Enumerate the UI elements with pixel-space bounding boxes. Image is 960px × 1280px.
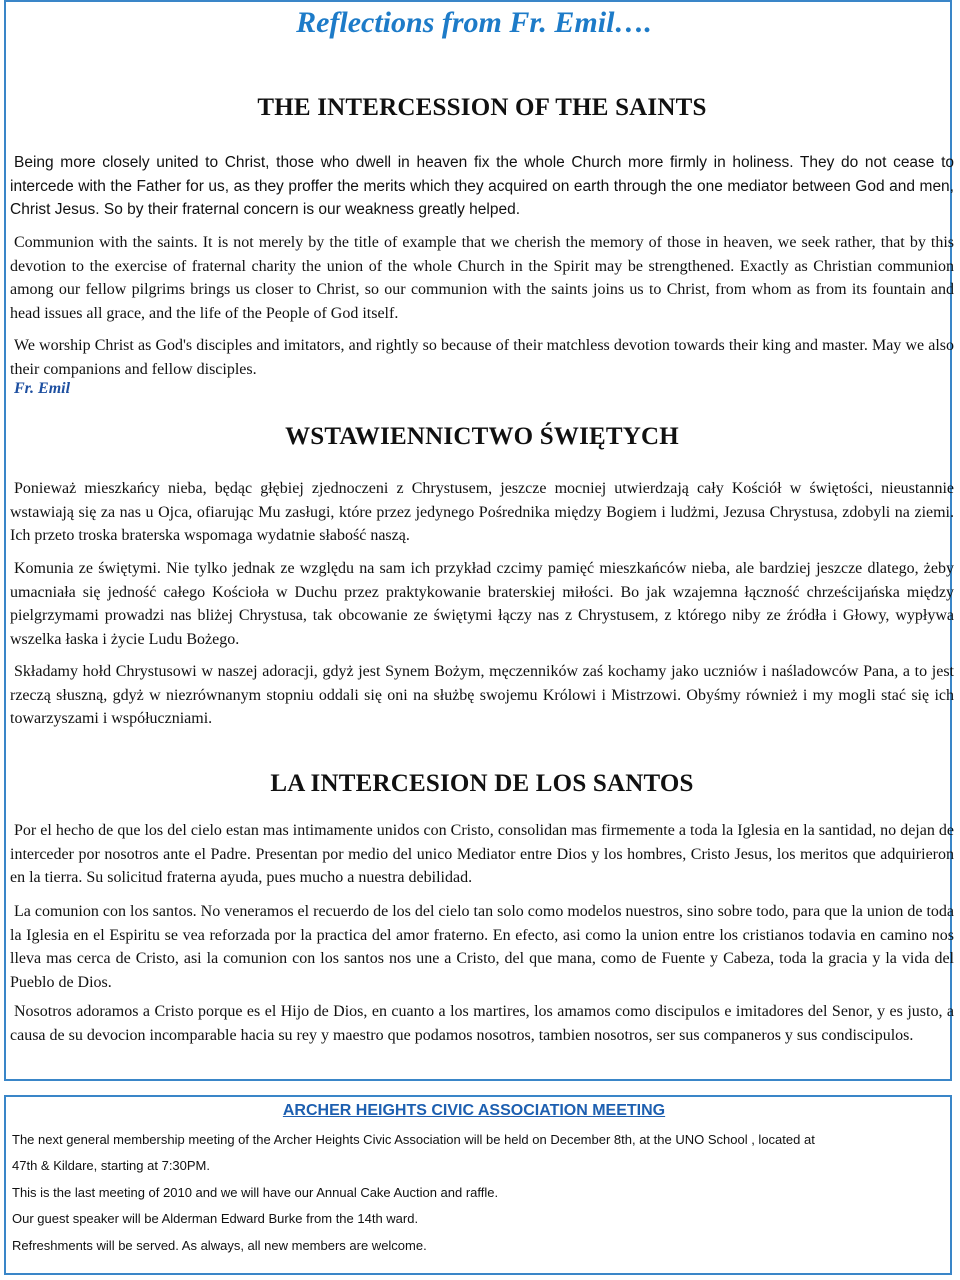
page-title: Reflections from Fr. Emil…. xyxy=(296,6,652,39)
polish-paragraph-1: Ponieważ mieszkańcy nieba, będąc głębiej zjednoczeni z Chrystusem, jeszcze mocniej utwierdzają cały Kościół w świętości, nieustannie wstawiają się za nas u Ojca, ofiarując Mu zasługi, które przez jedynego Pośrednika między Bogiem i ludżmi, Jezusa Chrystusa, zdobyli na ziemi. Ich przeto troska braterska wspomaga wydatnie słabość naszą. xyxy=(10,480,954,544)
english-heading: THE INTERCESSION OF THE SAINTS xyxy=(257,94,707,121)
meeting-line-1: The next general membership meeting of the Archer Heights Civic Association will be held on December 8th, at the UNO School , located at xyxy=(12,1132,815,1147)
polish-heading: WSTAWIENNICTWO ŚWIĘTYCH xyxy=(285,423,679,450)
polish-paragraph-3: Składamy hołd Chrystusowi w naszej adoracji, gdyż jest Synem Bożym, męczenników zaś kochamy jako uczniów i naśladowców Pana, a to jest rzeczą słuszną, gdyż w niezrównanym stopniu oddali się oni na służbę swojemu Królowi i Mistrzowi. Obyśmy również i my mogli stać się ich towarzyszami i współuczniami. xyxy=(10,663,954,727)
spanish-heading: LA INTERCESION DE LOS SANTOS xyxy=(270,770,694,797)
english-paragraph-1: Being more closely united to Christ, those who dwell in heaven fix the whole Church more firmly in holiness. They do not cease to intercede with the Father for us, as they proffer the merits which they acquired on earth through the one mediator between God and men, Christ Jesus. So by their fraternal concern is our weakness greatly helped. xyxy=(10,154,954,218)
meeting-line-4: Our guest speaker will be Alderman Edward Burke from the 14th ward. xyxy=(12,1211,419,1226)
meeting-line-5: Refreshments will be served. As always, all new members are welcome. xyxy=(12,1238,427,1253)
english-paragraph-3: We worship Christ as God's disciples and imitators, and rightly so because of their matchless devotion towards their king and master. May we also their companions and fellow disciples. xyxy=(10,337,954,378)
meeting-title: ARCHER HEIGHTS CIVIC ASSOCIATION MEETING xyxy=(282,1102,666,1119)
meeting-line-2: 47th & Kildare, starting at 7:30PM. xyxy=(12,1158,210,1173)
signature: Fr. Emil xyxy=(14,380,71,397)
spanish-paragraph-3: Nosotros adoramos a Cristo porque es el Hijo de Dios, en cuanto a los martires, los amamos como discipulos e imitadores del Senor, y es justo, a causa de su devocion incomparable hacia su rey y maestro que podamos nosotros, tambien nosotros, ser sus companeros y sus condiscipulos. xyxy=(10,1003,954,1044)
meeting-line-3: This is the last meeting of 2010 and we will have our Annual Cake Auction and raffle. xyxy=(12,1185,499,1200)
polish-paragraph-2: Komunia ze świętymi. Nie tylko jednak ze względu na sam ich przykład czcimy pamięć mieszkańców nieba, ale bardziej jeszcze dlatego, żeby umacniała się jedność całego Kościoła w Duchu przez praktykowanie braterskiej miłości. Bo jak wzajemna łączność chrześcijańska między pielgrzymami prowadzi nas bliżej Chrystusa, tak obcowanie ze świętymi łączy nas z Chrystusem, z którego niby ze źródła i Głowy, wypływa wszelka łaska i życie Ludu Bożego. xyxy=(10,560,954,648)
spanish-paragraph-2: La comunion con los santos. No veneramos el recuerdo de los del cielo tan solo como modelos nuestros, sino sobre todo, para que la union de toda la Iglesia en el Espiritu se vea reforzada por la practica del amor fraterno. En efecto, asi como la union entre los cristianos todavia en camino nos lleva mas cerca de Cristo, asi la comunion con los santos nos une a Cristo, del que mana, como de Fuente y Cabeza, toda la gracia y la vida del Pueblo de Dios. xyxy=(10,903,954,991)
spanish-paragraph-1: Por el hecho de que los del cielo estan mas intimamente unidos con Cristo, consolidan mas firmemente a toda la Iglesia en la santidad, no dejan de interceder por nosotros ante el Padre. Presentan por medio del unico Mediator entre Dios y los hombres, Cristo Jesus, los meritos que adquirieron en la tierra. Su solicitud fraterna ayuda, pues mucho a nuestra debilidad. xyxy=(10,822,954,886)
english-paragraph-2: Communion with the saints. It is not merely by the title of example that we cherish the memory of those in heaven, we seek rather, that by this devotion to the exercise of fraternal charity the union of the whole Church in the Spirit may be strengthened. Exactly as Christian communion among our fellow pilgrims brings us closer to Christ, so our communion with the saints joins us to Christ, from whom as from its fountain and head issues all grace, and the life of the People of God itself. xyxy=(10,234,954,322)
